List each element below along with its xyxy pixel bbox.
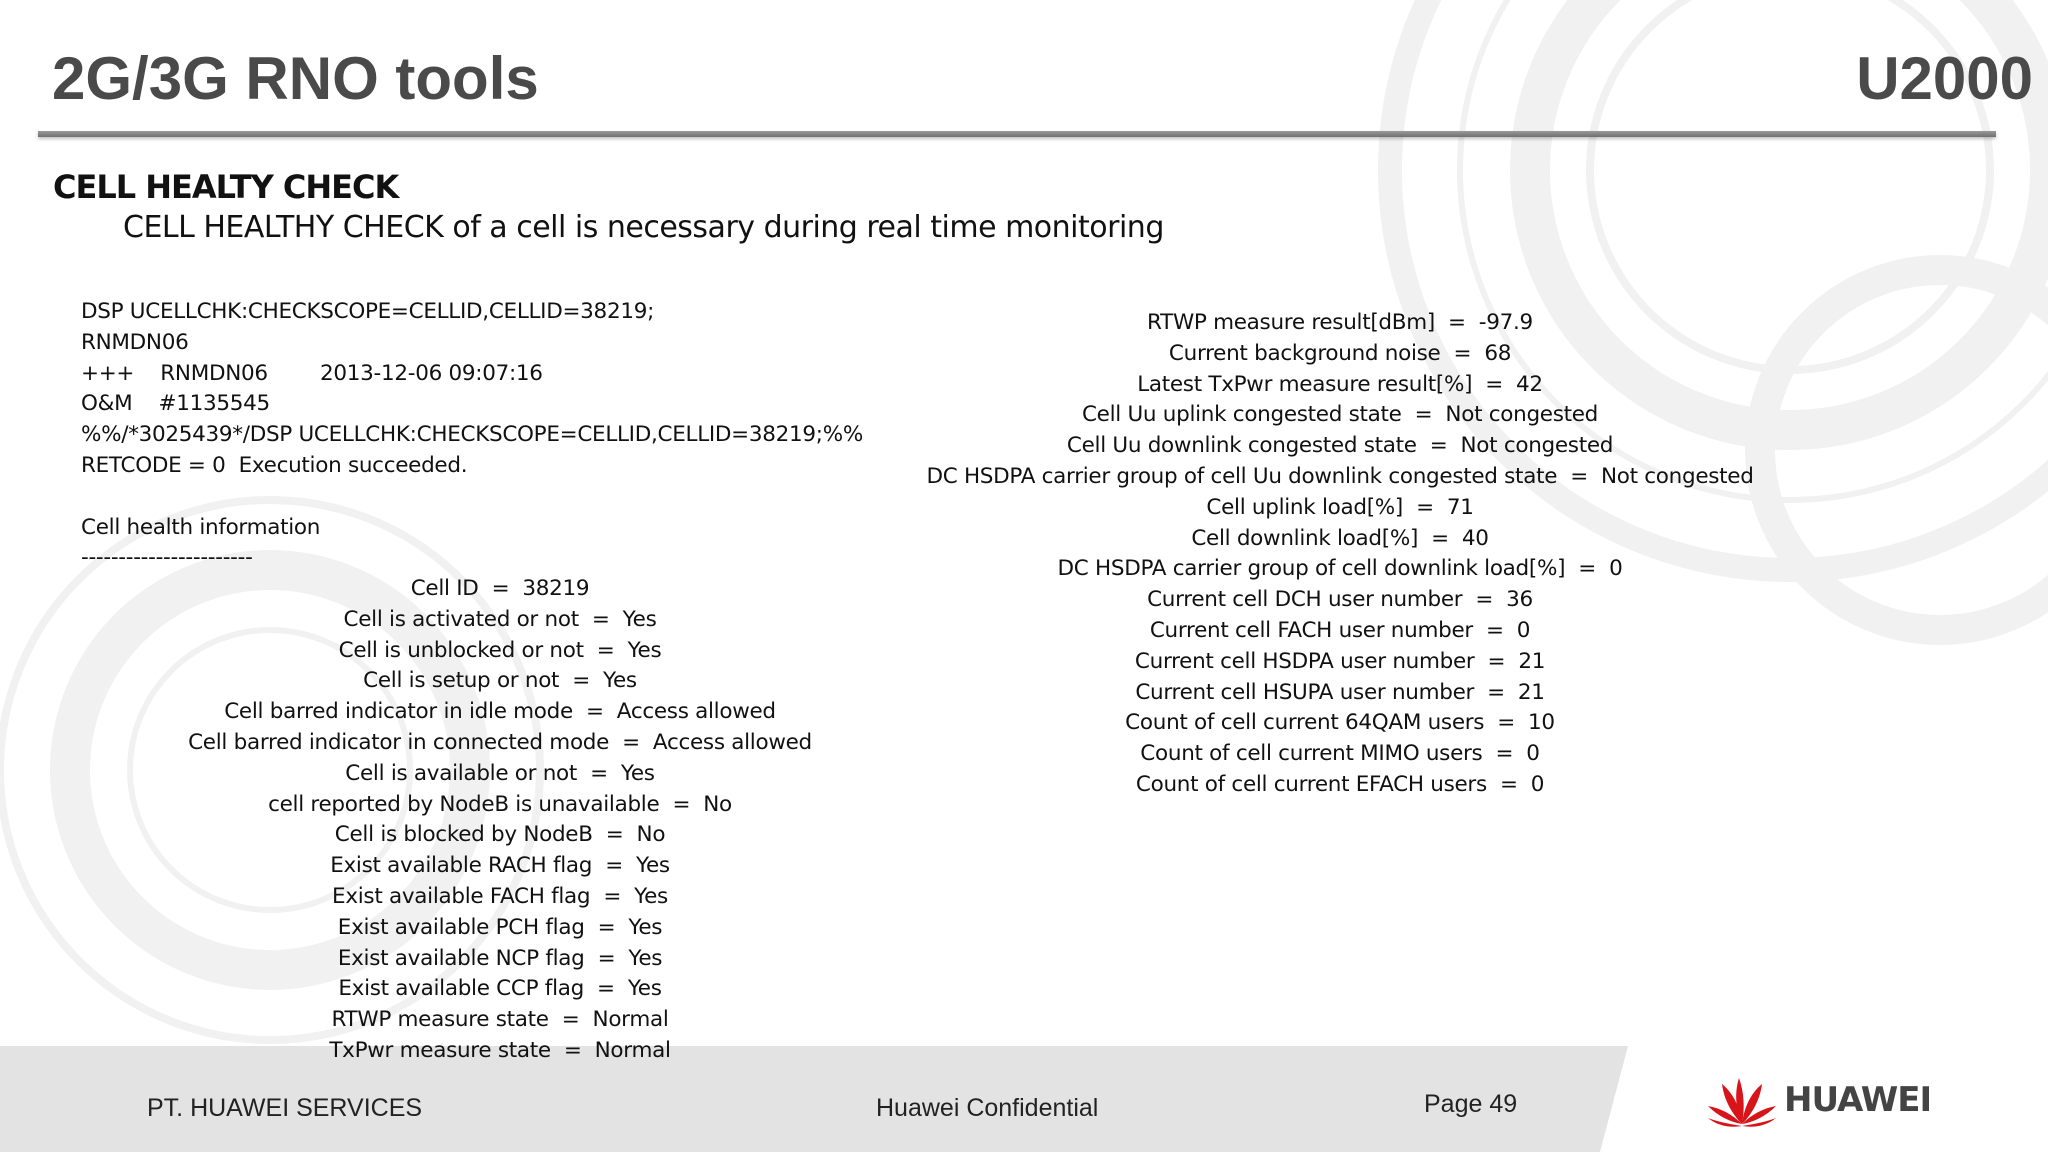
section-heading: CELL HEALTY CHECK: [53, 168, 399, 206]
header-divider: [38, 131, 1996, 137]
field-line: Current background noise = 68: [1168, 340, 1512, 366]
cell-health-fields-right: [880, 308, 1800, 801]
field-line: Cell is setup or not = Yes: [363, 668, 637, 694]
command-line: RNMDN06: [81, 329, 189, 355]
field-line: Count of cell current MIMO users = 0: [1140, 741, 1540, 767]
field-line: TxPwr measure state = Normal: [329, 1037, 671, 1063]
field-line: RTWP measure state = Normal: [331, 1007, 669, 1033]
command-line: RETCODE = 0 Execution succeeded.: [81, 452, 468, 478]
product-name: U2000: [1856, 45, 2033, 112]
field-line: Count of cell current EFACH users = 0: [1135, 771, 1545, 797]
field-line: Latest TxPwr measure result[%] = 42: [1137, 371, 1543, 397]
footer-confidentiality: Huawei Confidential: [876, 1094, 1099, 1122]
field-line: Cell is blocked by NodeB = No: [334, 822, 666, 848]
command-line: [81, 482, 863, 513]
field-line: Cell Uu uplink congested state = Not congested: [1081, 402, 1599, 428]
field-line: Cell uplink load[%] = 71: [1206, 494, 1474, 520]
field-line: RTWP measure result[dBm] = -97.9: [1147, 310, 1533, 335]
field-line: Current cell HSDPA user number = 21: [1134, 648, 1546, 674]
field-line: Cell is available or not = Yes: [345, 760, 655, 786]
page-number: Page 49: [1424, 1090, 1518, 1118]
field-line: Current cell FACH user number = 0: [1149, 617, 1531, 643]
field-line: Exist available FACH flag = Yes: [332, 883, 668, 909]
command-output-block: [81, 297, 863, 574]
field-line: Current cell DCH user number = 36: [1147, 587, 1533, 613]
field-line: Exist available NCP flag = Yes: [337, 945, 663, 971]
command-line: DSP UCELLCHK:CHECKSCOPE=CELLID,CELLID=38219;: [81, 299, 655, 324]
field-line: Cell Uu downlink congested state = Not congested: [1066, 433, 1614, 459]
field-line: DC HSDPA carrier group of cell downlink load[%] = 0: [1057, 556, 1623, 582]
field-line: Cell barred indicator in idle mode = Access allowed: [224, 699, 776, 725]
field-line: Cell barred indicator in connected mode = Access allowed: [188, 729, 812, 755]
field-line: DC HSDPA carrier group of cell Uu downlink congested state = Not congested: [926, 463, 1754, 489]
field-line: Current cell HSUPA user number = 21: [1135, 679, 1545, 705]
huawei-petals-icon: [1706, 1072, 1778, 1128]
cell-health-fields-left: [150, 574, 850, 1067]
field-line: Exist available PCH flag = Yes: [337, 914, 663, 940]
field-line: Exist available RACH flag = Yes: [330, 853, 670, 879]
footer-company: PT. HUAWEI SERVICES: [147, 1094, 423, 1122]
slide-title: 2G/3G RNO tools: [52, 45, 539, 112]
command-line: %%/*3025439*/DSP UCELLCHK:CHECKSCOPE=CELLID,CELLID=38219;%%: [81, 422, 863, 448]
command-line: O&M #1135545: [81, 391, 270, 417]
command-line: Cell health information: [81, 514, 321, 540]
field-line: Cell is unblocked or not = Yes: [338, 637, 662, 663]
command-line: -----------------------: [81, 545, 253, 571]
field-line: Cell downlink load[%] = 40: [1191, 525, 1489, 551]
field-line: Exist available CCP flag = Yes: [338, 976, 662, 1002]
field-line: Cell is activated or not = Yes: [343, 606, 657, 632]
huawei-logo: [1706, 1072, 1931, 1128]
section-subheading: CELL HEALTHY CHECK of a cell is necessary during real time monitoring: [123, 210, 1164, 245]
logo-wordmark: HUAWEI: [1784, 1080, 1932, 1120]
field-line: cell reported by NodeB is unavailable = No: [268, 791, 732, 817]
field-line: Cell ID = 38219: [410, 576, 590, 601]
field-line: Count of cell current 64QAM users = 10: [1125, 710, 1555, 736]
command-line: +++ RNMDN06 2013-12-06 09:07:16: [81, 360, 543, 386]
